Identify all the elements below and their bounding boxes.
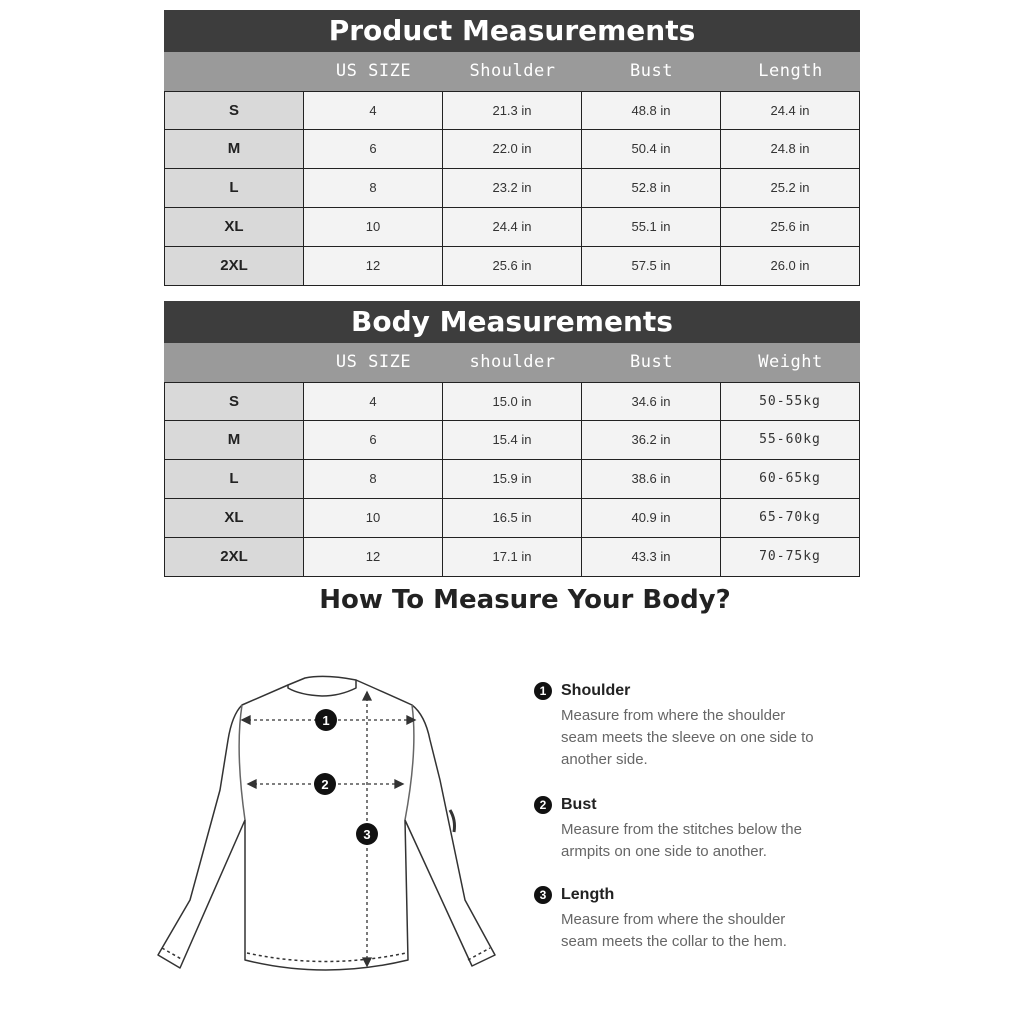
table-cell: 24.4 in xyxy=(442,208,581,247)
product-table-header xyxy=(164,52,860,91)
table-row xyxy=(164,382,860,421)
table-cell: 36.2 in xyxy=(581,421,720,460)
table-cell: 4 xyxy=(303,382,442,421)
measurement-lines xyxy=(242,692,415,966)
table-cell: 50-55kg xyxy=(720,382,860,421)
step-description: Measure from where the shoulder seam meets the collar to the hem. xyxy=(561,911,787,950)
header-cell-blank xyxy=(164,52,304,91)
header-cell-shoulder: Shoulder xyxy=(469,61,556,81)
table-cell: 24.8 in xyxy=(720,130,860,169)
table-cell: 10 xyxy=(303,208,442,247)
table-cell: 6 xyxy=(303,130,442,169)
table-cell: 55-60kg xyxy=(720,421,860,460)
table-row xyxy=(164,169,860,208)
size-label: S xyxy=(164,91,303,130)
svg-text:1: 1 xyxy=(322,713,330,728)
size-label: XL xyxy=(164,208,303,247)
step-number-icon: 3 xyxy=(534,886,552,904)
marker-1 xyxy=(315,709,337,731)
size-label: 2XL xyxy=(164,538,303,577)
table-cell: 6 xyxy=(303,421,442,460)
table-cell: 60-65kg xyxy=(720,460,860,499)
size-label: L xyxy=(164,169,303,208)
table-cell: 8 xyxy=(303,460,442,499)
header-cell-bust: Bust xyxy=(630,352,673,372)
table-cell: 55.1 in xyxy=(581,208,720,247)
table-cell: 65-70kg xyxy=(720,499,860,538)
step-length xyxy=(534,886,854,953)
table-cell: 40.9 in xyxy=(581,499,720,538)
body-measurements-table xyxy=(164,301,860,577)
table-cell: 52.8 in xyxy=(581,169,720,208)
table-row xyxy=(164,538,860,577)
table-row xyxy=(164,499,860,538)
table-cell: 38.6 in xyxy=(581,460,720,499)
table-cell: 26.0 in xyxy=(720,247,860,286)
size-label: 2XL xyxy=(164,247,303,286)
header-cell-length: Length xyxy=(758,61,823,81)
table-cell: 70-75kg xyxy=(720,538,860,577)
product-table-title: Product Measurements xyxy=(164,10,860,52)
header-cell-us-size: US SIZE xyxy=(335,61,412,81)
step-description: Measure from where the shoulder seam meets the sleeve on one side to another side. xyxy=(561,707,814,768)
table-cell: 23.2 in xyxy=(442,169,581,208)
body-table-title: Body Measurements xyxy=(164,301,860,343)
table-cell: 25.6 in xyxy=(720,208,860,247)
table-cell: 15.9 in xyxy=(442,460,581,499)
how-to-measure-title: How To Measure Your Body? xyxy=(319,585,731,615)
header-cell-shoulder: shoulder xyxy=(469,352,556,372)
step-number-icon: 1 xyxy=(534,682,552,700)
table-cell: 4 xyxy=(303,91,442,130)
table-row xyxy=(164,91,860,130)
size-label: L xyxy=(164,460,303,499)
table-cell: 25.2 in xyxy=(720,169,860,208)
step-number-icon: 2 xyxy=(534,796,552,814)
table-cell: 17.1 in xyxy=(442,538,581,577)
table-row xyxy=(164,208,860,247)
table-cell: 15.4 in xyxy=(442,421,581,460)
step-bust xyxy=(534,796,854,863)
table-cell: 21.3 in xyxy=(442,91,581,130)
table-cell: 22.0 in xyxy=(442,130,581,169)
table-cell: 12 xyxy=(303,247,442,286)
table-cell: 12 xyxy=(303,538,442,577)
measurement-markers xyxy=(314,709,378,845)
svg-text:3: 3 xyxy=(363,827,371,842)
table-cell: 43.3 in xyxy=(581,538,720,577)
table-row xyxy=(164,460,860,499)
table-cell: 57.5 in xyxy=(581,247,720,286)
table-cell: 24.4 in xyxy=(720,91,860,130)
table-row xyxy=(164,247,860,286)
body-table-body xyxy=(164,382,860,577)
table-cell: 10 xyxy=(303,499,442,538)
table-row xyxy=(164,130,860,169)
product-measurements-table xyxy=(164,10,860,286)
svg-text:2: 2 xyxy=(321,777,329,792)
marker-2 xyxy=(314,773,336,795)
table-cell: 48.8 in xyxy=(581,91,720,130)
table-cell: 16.5 in xyxy=(442,499,581,538)
step-description: Measure from the stitches below the armpits on one side to another. xyxy=(561,821,802,860)
size-label: XL xyxy=(164,499,303,538)
size-label: M xyxy=(164,421,303,460)
shirt-diagram xyxy=(150,670,510,990)
step-shoulder xyxy=(534,682,854,771)
table-cell: 25.6 in xyxy=(442,247,581,286)
table-row xyxy=(164,421,860,460)
table-cell: 8 xyxy=(303,169,442,208)
table-cell: 15.0 in xyxy=(442,382,581,421)
table-cell: 34.6 in xyxy=(581,382,720,421)
size-label: S xyxy=(164,382,303,421)
step-title: Shoulder xyxy=(561,682,631,699)
step-title: Bust xyxy=(561,796,597,813)
header-cell-blank xyxy=(164,343,304,382)
body-table-header xyxy=(164,343,860,382)
size-label: M xyxy=(164,130,303,169)
step-title: Length xyxy=(561,886,615,903)
header-cell-us-size: US SIZE xyxy=(335,352,412,372)
marker-3 xyxy=(356,823,378,845)
header-cell-bust: Bust xyxy=(630,61,673,81)
header-cell-weight: Weight xyxy=(758,352,823,372)
table-cell: 50.4 in xyxy=(581,130,720,169)
product-table-body xyxy=(164,91,860,286)
